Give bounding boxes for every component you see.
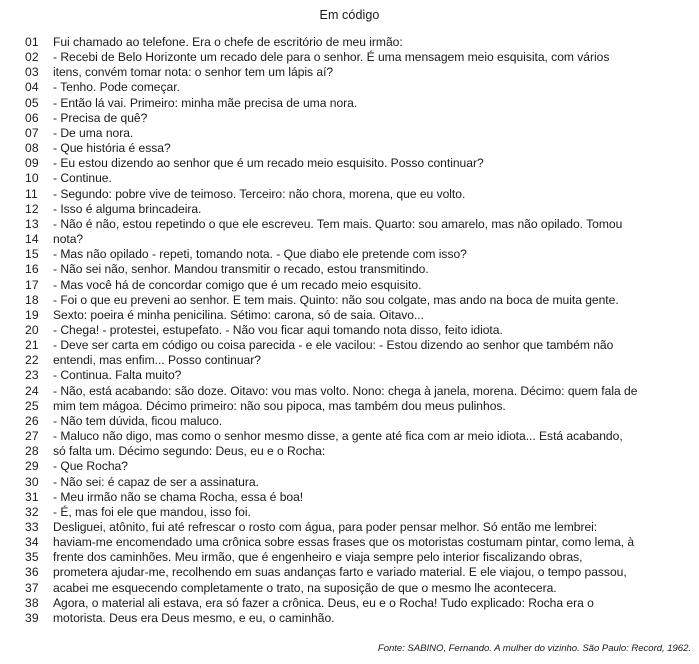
line-content: - Não é não, estou repetindo o que ele escreveu. Tem mais. Quarto: sou amarelo, mas não opilado. Tomou <box>53 216 623 231</box>
line-number: 35 <box>25 550 39 565</box>
line-number: 32 <box>25 504 39 519</box>
line-number: 02 <box>25 50 39 65</box>
line-number: 34 <box>25 535 39 550</box>
line-number: 36 <box>25 565 39 580</box>
line-number: 09 <box>25 156 39 171</box>
text-line <box>0 444 699 459</box>
text-line <box>0 399 699 414</box>
line-content: mim tem mágoa. Décimo primeiro: não sou pipoca, mas também dou meus pulinhos. <box>53 398 506 413</box>
line-number: 18 <box>25 292 39 307</box>
text-line <box>0 262 699 277</box>
line-number: 23 <box>25 368 39 383</box>
line-number: 27 <box>25 429 39 444</box>
line-number: 24 <box>25 383 39 398</box>
line-number: 22 <box>25 353 39 368</box>
text-line <box>0 111 699 126</box>
line-content: - Não tem dúvida, ficou maluco. <box>53 413 223 428</box>
line-content: - Não, está acabando: são doze. Oitavo: vou mas volto. Nono: chega à janela, morena. Décimo: quem fala de <box>53 383 638 398</box>
line-content: Fui chamado ao telefone. Era o chefe de escritório de meu irmão: <box>53 35 403 49</box>
line-content: motorista. Deus era Deus mesmo, e eu, o caminhão. <box>53 610 335 625</box>
line-number: 15 <box>25 247 39 262</box>
line-number: 04 <box>25 80 39 95</box>
text-line <box>0 338 699 353</box>
text-line <box>0 565 699 580</box>
line-content: - Então lá vai. Primeiro: minha mãe precisa de uma nora. <box>53 95 358 110</box>
line-number: 05 <box>25 95 39 110</box>
line-content: - Eu estou dizendo ao senhor que é um recado meio esquisito. Posso continuar? <box>53 156 484 171</box>
text-line <box>0 429 699 444</box>
line-content: acabei me esquecendo completamente o trato, na suposição de que o mesmo lhe acontecera. <box>53 580 557 595</box>
line-number: 16 <box>25 262 39 277</box>
text-line <box>0 505 699 520</box>
line-number: 30 <box>25 474 39 489</box>
text-line <box>0 126 699 141</box>
line-content: Agora, o material ali estava, era só fazer a crônica. Deus, eu e o Rocha! Tudo explicado: Rocha era o <box>53 595 594 610</box>
text-line <box>0 141 699 156</box>
text-line <box>0 50 699 65</box>
text-line <box>0 384 699 399</box>
line-content: Sexto: poeira é minha penicilina. Sétimo: carona, só de saia. Oitavo... <box>53 307 424 322</box>
numbered-text-body <box>0 35 699 626</box>
text-line <box>0 308 699 323</box>
line-content: - Meu irmão não se chama Rocha, essa é boa! <box>53 489 304 504</box>
line-content: - Maluco não digo, mas como o senhor mesmo disse, a gente até fica com ar meio idiota... Está acabando, <box>53 429 623 444</box>
text-line <box>0 581 699 596</box>
text-line <box>0 520 699 535</box>
line-content: - Que Rocha? <box>53 459 128 474</box>
line-content: nota? <box>53 232 84 247</box>
line-content: - Continua. Falta muito? <box>53 368 182 383</box>
text-line <box>0 414 699 429</box>
line-content: frente dos caminhões. Meu irmão, que é engenheiro e viaja sempre pelo interior fiscalizando obras, <box>53 550 583 565</box>
text-line <box>0 293 699 308</box>
text-line <box>0 80 699 95</box>
text-line <box>0 475 699 490</box>
line-content: - Continue. <box>53 171 112 186</box>
line-number: 21 <box>25 338 39 353</box>
line-number: 38 <box>25 595 39 610</box>
text-line <box>0 232 699 247</box>
line-number: 28 <box>25 444 39 459</box>
line-content: - Segundo: pobre vive de teimoso. Terceiro: não chora, morena, que eu volto. <box>53 186 466 201</box>
line-content: - Não sei: é capaz de ser a assinatura. <box>53 474 259 489</box>
line-number: 13 <box>25 216 39 231</box>
line-content: itens, convém tomar nota: o senhor tem um lápis aí? <box>53 65 334 80</box>
line-content: entendi, mas enfim... Posso continuar? <box>53 353 261 368</box>
text-line <box>0 353 699 368</box>
text-line <box>0 247 699 262</box>
line-content: Desliguei, atônito, fui até refrescar o rosto com água, para poder pensar melhor. Só então me lembrei: <box>53 520 598 534</box>
text-line <box>0 323 699 338</box>
line-content: haviam-me encomendado uma crônica sobre essas frases que os motoristas costumam pintar, como lema, à <box>53 535 635 550</box>
line-number: 11 <box>25 186 38 201</box>
source-citation-container <box>0 638 691 656</box>
text-line <box>0 368 699 383</box>
line-number: 03 <box>25 65 39 80</box>
source-citation: Fonte: SABINO, Fernando. A mulher do vizinho. São Paulo: Record, 1962. <box>377 643 691 654</box>
text-line <box>0 187 699 202</box>
text-line <box>0 611 699 626</box>
line-content: - Que história é essa? <box>53 141 171 156</box>
text-line <box>0 35 699 50</box>
line-number: 14 <box>25 232 39 247</box>
line-content: - Não sei não, senhor. Mandou transmitir o recado, estou transmitindo. <box>53 262 429 277</box>
line-content: prometera ajudar-me, recolhendo em suas andanças farto e variado material. E ele viajou, o tempo passou, <box>53 565 627 580</box>
text-line <box>0 156 699 171</box>
text-line <box>0 596 699 611</box>
line-content: - Recebi de Belo Horizonte um recado dele para o senhor. É uma mensagem meio esquisita, com vários <box>53 50 610 65</box>
line-number: 26 <box>25 413 39 428</box>
line-content: - De uma nora. <box>53 125 134 140</box>
line-content: - Precisa de quê? <box>53 110 148 125</box>
text-line <box>0 535 699 550</box>
line-number: 10 <box>25 171 39 186</box>
line-content: - Chega! - protestei, estupefato. - Não vou ficar aqui tomando nota disso, feito idiota. <box>53 322 503 337</box>
text-line <box>0 171 699 186</box>
line-number: 17 <box>25 277 39 292</box>
line-content: - É, mas foi ele que mandou, isso foi. <box>53 504 251 519</box>
line-content: - Deve ser carta em código ou coisa parecida - e ele vacilou: - Estou dizendo ao senhor que também não <box>53 338 614 353</box>
text-line <box>0 550 699 565</box>
line-number: 08 <box>25 141 39 156</box>
text-line <box>0 459 699 474</box>
text-line <box>0 217 699 232</box>
line-number: 25 <box>25 398 39 413</box>
line-content: - Mas você há de concordar comigo que é um recado meio esquisito. <box>53 277 422 292</box>
line-number: 37 <box>25 580 39 595</box>
line-number: 01 <box>25 35 39 49</box>
page-title: Em código <box>319 8 380 22</box>
line-number: 33 <box>25 520 39 534</box>
line-content: - Tenho. Pode começar. <box>53 80 180 95</box>
text-line <box>0 96 699 111</box>
line-number: 29 <box>25 459 39 474</box>
line-content: - Foi o que eu preveni ao senhor. E tem mais. Quinto: não sou colgate, mas ando na boca de muita gente. <box>53 292 619 307</box>
line-content: - Mas não opilado - repeti, tomando nota. - Que diabo ele pretende com isso? <box>53 247 467 262</box>
text-line <box>0 278 699 293</box>
text-line <box>0 65 699 80</box>
line-content: - Isso é alguma brincadeira. <box>53 201 202 216</box>
text-line <box>0 490 699 505</box>
line-number: 20 <box>25 322 39 337</box>
line-number: 19 <box>25 307 39 322</box>
line-number: 39 <box>25 610 39 625</box>
line-content: só falta um. Décimo segundo: Deus, eu e o Rocha: <box>53 444 326 459</box>
line-number: 31 <box>25 489 39 504</box>
text-line <box>0 202 699 217</box>
line-number: 12 <box>25 201 39 216</box>
line-number: 07 <box>25 125 39 140</box>
line-number: 06 <box>25 110 39 125</box>
